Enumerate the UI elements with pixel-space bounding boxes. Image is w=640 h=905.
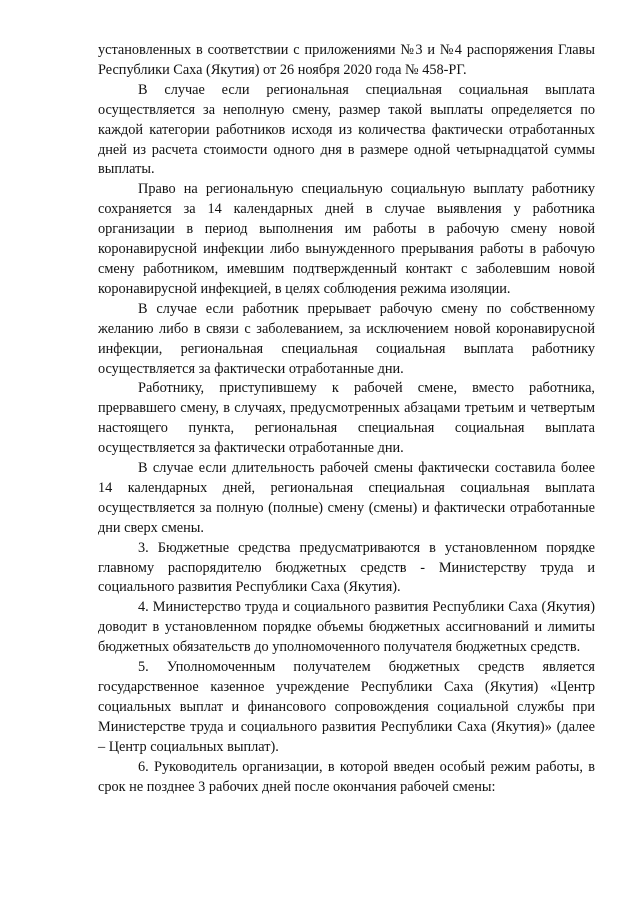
paragraph-replacement-worker: Работнику, приступившему к рабочей смене, вместо работника, прервавшего смену, в случаях, предусмотренных абзацами третьим и четвертым настоящего пункта, региональная специальная социальная выплата осуществляется за фактически отработанные дни. xyxy=(98,380,595,457)
paragraph-item-6: 6. Руководитель организации, в которой введен особый режим работы, в срок не позднее 3 рабочих дней после окончания рабочей смены: xyxy=(98,758,595,795)
paragraph-right-retained: Право на региональную специальную социальную выплату работнику сохраняется за 14 календарных дней в случае выявления у работника организации в период выполнения им работы в рабочую смену новой коронавирусной инфекции либо вынужденного прерывания работы в рабочую смену работником, имевшим подтвержденный контакт с заболевшим новой коронавирусной инфекцией, в целях соблюдения режима изоляции. xyxy=(98,181,595,297)
paragraph-shift-interrupted: В случае если работник прерывает рабочую смену по собственному желанию либо в связи с заболеванием, за исключением новой коронавирусной инфекции, региональная специальная социальная выплата работнику осуществляется за фактически отработанные дни. xyxy=(98,300,595,377)
paragraph-item-5: 5. Уполномоченным получателем бюджетных средств является государственное казенное учреждение Республики Саха (Якутия) «Центр социальных выплат и финансового сопровождения социальной службы при Министерстве труда и социального развития Республики Саха (Якутия)» (далее – Центр социальных выплат). xyxy=(98,659,595,755)
document-body xyxy=(98,41,595,797)
paragraph-item-4: 4. Министерство труда и социального развития Республики Саха (Якутия) доводит в установленном порядке объемы бюджетных ассигнований и лимиты бюджетных обязательств до уполномоченного получателя бюджетных средств. xyxy=(98,599,595,656)
paragraph-incomplete-shift: В случае если региональная специальная социальная выплата осуществляется за неполную смену, размер такой выплаты определяется по каждой категории работников исходя из количества фактически отработанных дней из расчета стоимости одного дня в размере одной четырнадцатой суммы выплаты. xyxy=(98,81,595,178)
paragraph-continuation: установленных в соответствии с приложениями №3 и №4 распоряжения Главы Республики Саха (Якутия) от 26 ноября 2020 года № 458-РГ. xyxy=(98,42,595,78)
paragraph-long-shift: В случае если длительность рабочей смены фактически составила более 14 календарных дней, региональная специальная социальная выплата осуществляется за полную (полные) смену (смены) и фактически отработанные дни сверх смены. xyxy=(98,460,595,536)
paragraph-item-3: 3. Бюджетные средства предусматриваются в установленном порядке главному распорядителю бюджетных средств - Министерству труда и социального развития Республики Саха (Якутия). xyxy=(98,539,595,596)
